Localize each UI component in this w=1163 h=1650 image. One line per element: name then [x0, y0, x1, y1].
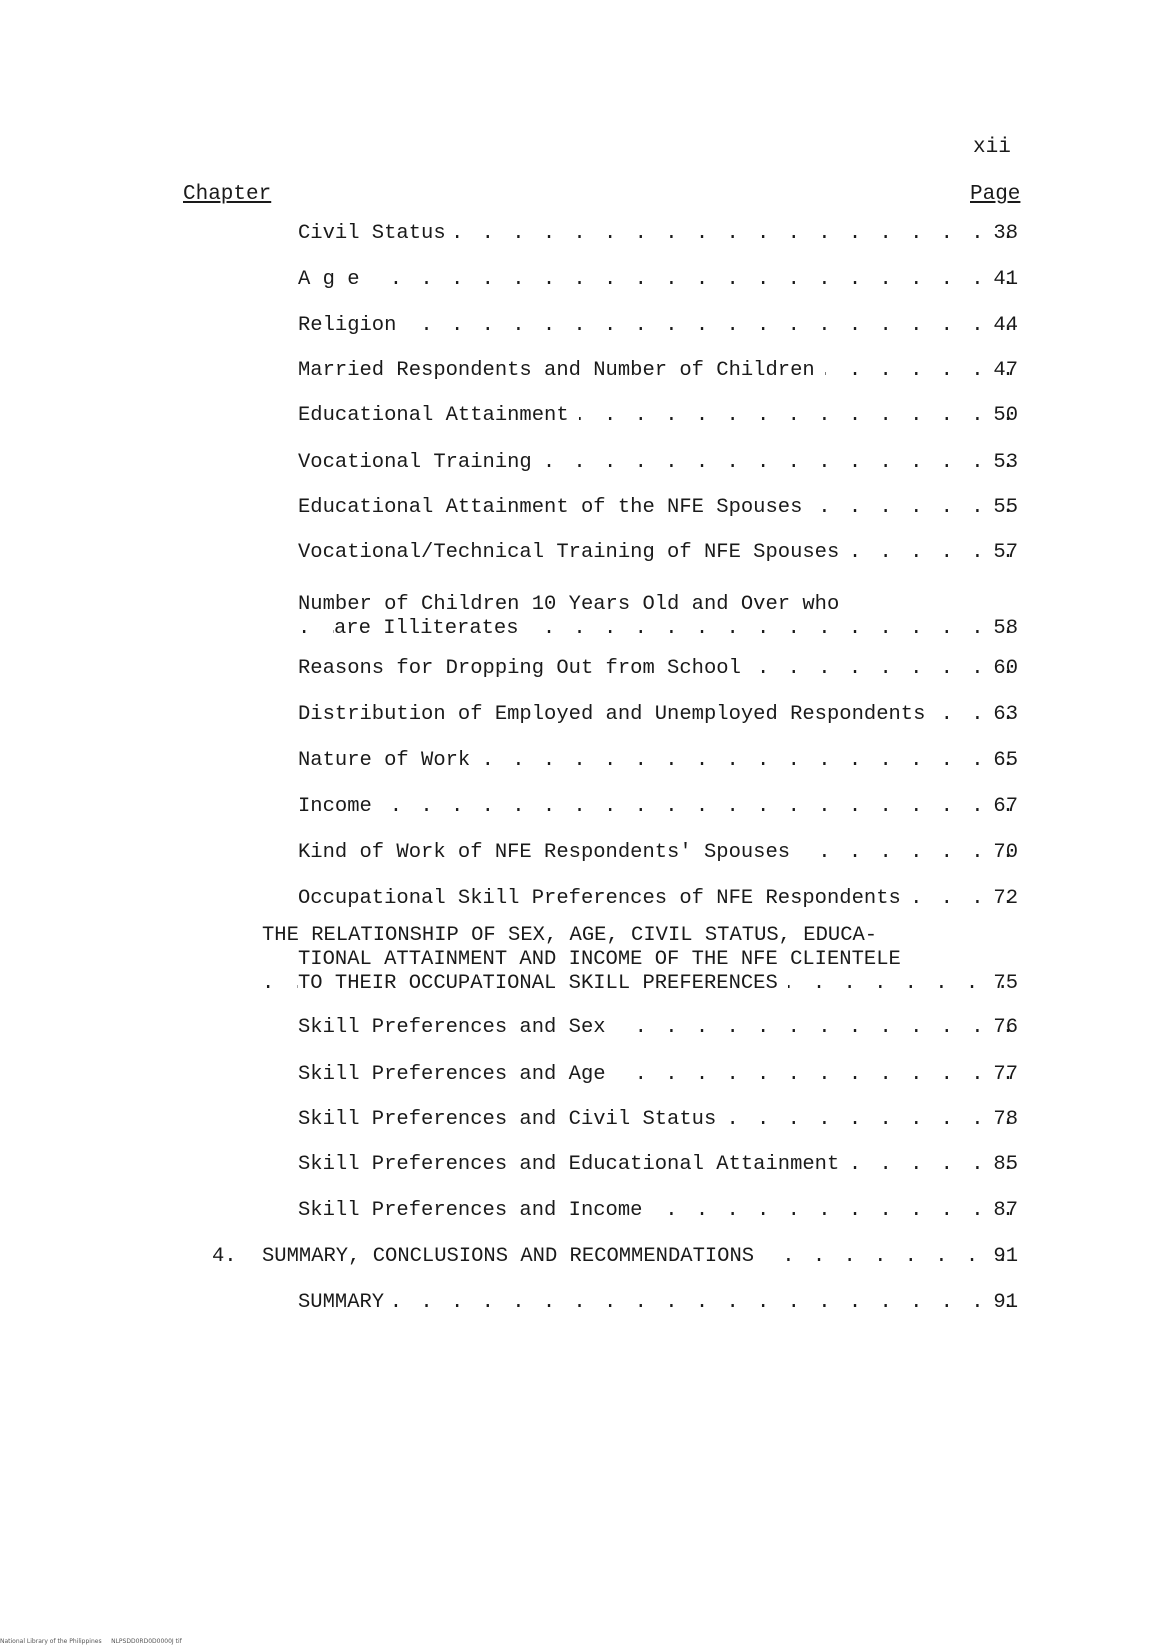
toc-entry-title: Kind of Work of NFE Respondents' Spouses . . .: [298, 841, 1018, 865]
toc-entry-page: 50: [993, 404, 1018, 427]
chapter-column-heading: Chapter: [183, 183, 272, 206]
scan-footer: National Library of the Philippines NLPSDD0RD0D0000J tif: [0, 1638, 182, 1645]
toc-entry-title: Income . . .: [298, 795, 1018, 819]
toc-entry-page: 53: [993, 451, 1018, 474]
toc-entry-title-line: THE RELATIONSHIP OF SEX, AGE, CIVIL STATUS, EDUCA-: [262, 924, 878, 947]
toc-entry: [298, 887, 1018, 911]
toc-entry-title: SUMMARY, CONCLUSIONS AND RECOMMENDATIONS . . .: [262, 1245, 1018, 1269]
toc-entry-title: Skill Preferences and Civil Status . . .: [298, 1108, 1018, 1132]
toc-entry-title-line: Number of Children 10 Years Old and Over who: [298, 593, 840, 616]
toc-entry: [262, 1245, 1018, 1269]
toc-entry-page: 58: [993, 617, 1018, 640]
toc-entry-page: 77: [993, 1063, 1018, 1086]
toc-entry: [298, 1016, 1018, 1040]
toc-entry-title: Vocational/Technical Training of NFE Spouses . . .: [298, 541, 1018, 565]
toc-entry: [298, 1199, 1018, 1223]
toc-entry: [298, 841, 1018, 865]
toc-entry-title: Distribution of Employed and Unemployed Respondents . . .: [298, 703, 1018, 727]
toc-entry-page: 78: [993, 1108, 1018, 1131]
toc-entry: [298, 1291, 1018, 1315]
toc-entry-page: 44: [993, 314, 1018, 337]
toc-entry-page: 47: [993, 359, 1018, 382]
toc-entry: [298, 451, 1018, 475]
toc-entry: [298, 1063, 1018, 1087]
toc-entry-page: 70: [993, 841, 1018, 864]
toc-entry: [298, 541, 1018, 565]
toc-entry-page: 67: [993, 795, 1018, 818]
toc-entry: [298, 593, 1018, 641]
toc-entry: [298, 703, 1018, 727]
toc-entry-title: Nature of Work . . .: [298, 749, 1018, 773]
toc-entry-title: Vocational Training . . .: [298, 451, 1018, 475]
toc-entry-page: 65: [993, 749, 1018, 772]
toc-entry-page: 55: [993, 496, 1018, 519]
toc-entry: [298, 314, 1018, 338]
toc-entry-title: Occupational Skill Preferences of NFE Respondents . . .: [298, 887, 1018, 911]
toc-entry-title: Skill Preferences and Age . . .: [298, 1063, 1018, 1087]
toc-entry: [298, 496, 1018, 520]
toc-entry: [298, 1108, 1018, 1132]
toc-entry: [262, 924, 1018, 996]
toc-entry-title: Religion . . .: [298, 314, 1018, 338]
toc-entry-title: Married Respondents and Number of Children . . .: [298, 359, 1018, 383]
toc-entry-title: Reasons for Dropping Out from School . . .: [298, 657, 1018, 681]
toc-entry: [298, 404, 1018, 428]
toc-entry: [298, 749, 1018, 773]
toc-entry: [298, 795, 1018, 819]
toc-entry: [298, 268, 1018, 292]
toc-entry-page: 57: [993, 541, 1018, 564]
toc-entry-title: A g e . . .: [298, 268, 1018, 292]
toc-entry-title: Skill Preferences and Sex . . .: [298, 1016, 1018, 1040]
toc-entry-title: Educational Attainment . . .: [298, 404, 1018, 428]
toc-entry-title: are Illiterates . . .: [298, 617, 1018, 641]
page-number: xii: [973, 136, 1011, 159]
toc-entry: [298, 1153, 1018, 1177]
toc-entry: [298, 222, 1018, 246]
toc-entry-page: 76: [993, 1016, 1018, 1039]
toc-entry-title: SUMMARY . . .: [298, 1291, 1018, 1315]
toc-entry-title-line: TIONAL ATTAINMENT AND INCOME OF THE NFE CLIENTELE: [298, 948, 901, 971]
toc-entry-title: Skill Preferences and Educational Attainment . . .: [298, 1153, 1018, 1177]
toc-entry-page: 85: [993, 1153, 1018, 1176]
toc-entry-page: 87: [993, 1199, 1018, 1222]
toc-entry-page: 91: [993, 1291, 1018, 1314]
toc-entry-page: 41: [993, 268, 1018, 291]
toc-entry-title: Educational Attainment of the NFE Spouses . . .: [298, 496, 1018, 520]
toc-entry: [298, 657, 1018, 681]
toc-entry-page: 91: [993, 1245, 1018, 1268]
toc-entry-page: 75: [993, 972, 1018, 995]
toc-entry-title: Civil Status . . .: [298, 222, 1018, 246]
toc-entry-page: 60: [993, 657, 1018, 680]
toc-entry: [298, 359, 1018, 383]
toc-entry-title: Skill Preferences and Income . . .: [298, 1199, 1018, 1223]
chapter-number: 4.: [212, 1245, 237, 1268]
toc-entry-page: 63: [993, 703, 1018, 726]
toc-entry-title: TO THEIR OCCUPATIONAL SKILL PREFERENCES . . .: [262, 972, 1018, 996]
page-column-heading: Page: [970, 183, 1021, 206]
toc-entry-page: 38: [993, 222, 1018, 245]
toc-entry-page: 72: [993, 887, 1018, 910]
